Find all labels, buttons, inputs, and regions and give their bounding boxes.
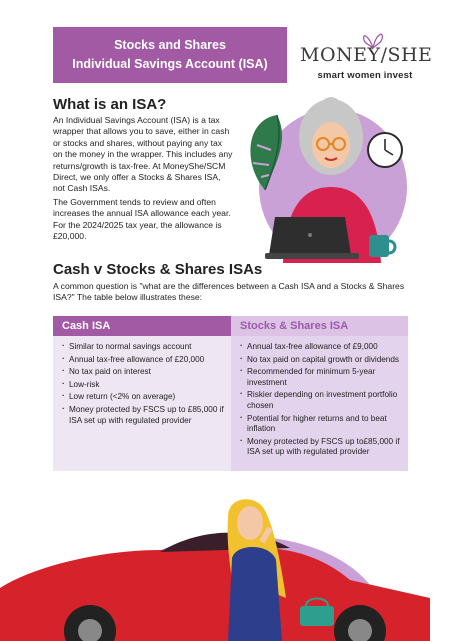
list-item: · No tax paid on interest [62,367,225,378]
stocks-isa-column [231,316,408,471]
what-is-paragraph-2: The Government tends to review and often increases the annual ISA allowance each year. For the 2024/2025 tax year, the allowance is £20,000. [53,197,231,242]
stocks-isa-title: Stocks & Shares ISA [231,316,408,336]
title-line-1: Stocks and Shares [114,38,226,52]
title-banner [53,27,287,83]
list-item: · Annual tax-free allowance of £20,000 [62,355,225,366]
list-item: · Money protected by FSCS up to £85,000 if ISA set up with regulated provider [62,405,225,426]
comparison-heading: Cash v Stocks & Shares ISAs [53,261,263,278]
what-is-paragraph-1: An Individual Savings Account (ISA) is a tax wrapper that allows you to save, either in cash or stocks and shares, without paying any tax on the money in the wrapper. This includes any returns/growth is tax-free. At MoneyShe/SCM Direct, we only offer a Stocks & Shares ISA, not Cash ISAs. [53,115,233,194]
list-item: · Low return (<2% on average) [62,392,225,403]
list-item: · Annual tax-free allowance of £9,000 [240,342,402,353]
brand-tagline: smart women invest [317,70,413,81]
list-item: · No tax paid on capital growth or dividends [240,355,402,366]
list-item: · Recommended for minimum 5-year investment [240,367,402,388]
comparison-table [53,316,408,471]
woman-laptop-illustration [235,95,415,263]
comparison-intro: A common question is "what are the differences between a Cash ISA and a Stocks & Shares ISA?" The table below illustrates these: [53,281,405,303]
title-line-2: Individual Savings Account (ISA) [72,57,268,71]
list-item: · Low-risk [62,380,225,391]
woman-car-illustration [0,488,457,641]
list-item: · Similar to normal savings account [62,342,225,353]
what-is-heading: What is an ISA? [53,96,167,113]
list-item: · Riskier depending on investment portfolio chosen [240,390,402,411]
cash-isa-list [53,336,231,471]
brand-name: MONEY/SHE [300,44,433,66]
stocks-isa-list [231,336,408,471]
list-item: · Money protected by FSCS up to£85,000 if ISA set up with regulated provider [240,437,402,458]
list-item: · Potential for higher returns and to beat inflation [240,414,402,435]
brand-logo [300,28,433,81]
cash-isa-title: Cash ISA [53,316,231,336]
cash-isa-column [53,316,231,471]
